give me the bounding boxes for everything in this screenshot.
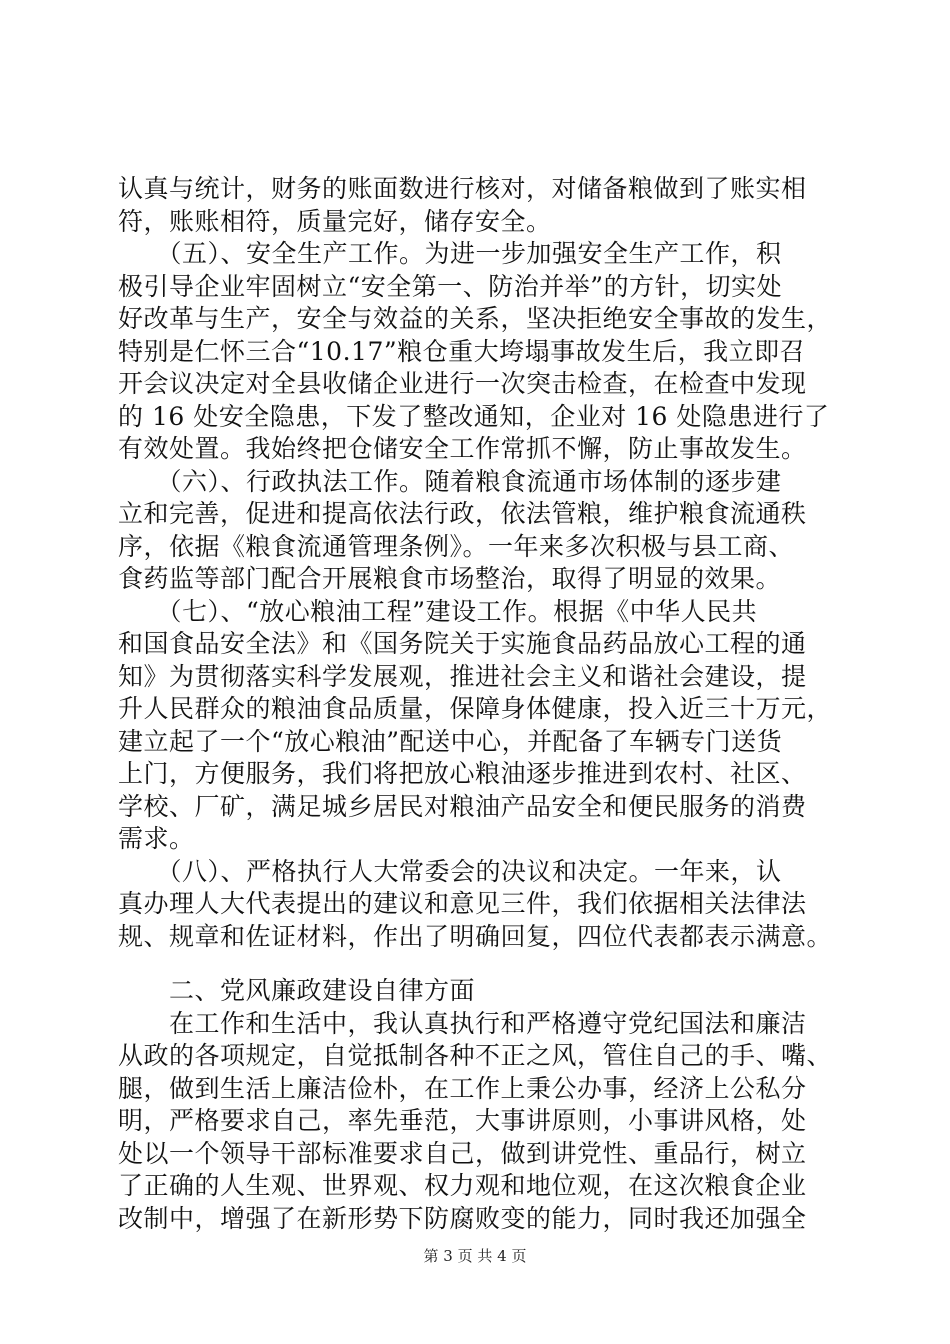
section-spacer <box>118 953 838 975</box>
text-line: 开会议决定对全县收储企业进行一次突击检查，在检查中发现 <box>118 369 807 398</box>
text-line: （八）、严格执行人大常委会的决议和决定。一年来，认 <box>118 856 782 886</box>
text-line: 真办理人大代表提出的建议和意见三件，我们依据相关法律法 <box>118 889 807 918</box>
text-line: 上门，方便服务，我们将把放心粮油逐步推进到农村、社区、 <box>118 759 807 788</box>
text-line: 序，依据《粮食流通管理条例》。一年来多次积极与县工商、 <box>118 531 795 561</box>
text-line: 升人民群众的粮油食品质量，保障身体健康，投入近三十万元， <box>118 694 833 723</box>
text-line: 了正确的人生观、世界观、权力观和地位观，在这次粮食企业 <box>118 1171 807 1200</box>
text-line: 处以一个领导干部标准要求自己，做到讲党性、重品行，树立 <box>118 1138 807 1168</box>
text-line: 认真与统计，财务的账面数进行核对，对储备粮做到了账实相 <box>118 174 807 203</box>
text-line: 从政的各项规定，自觉抵制各种不正之风，管住自己的手、嘴、 <box>118 1041 833 1070</box>
section-heading: 二、党风廉政建设自律方面 <box>118 976 476 1005</box>
page-footer: 第 3 页 共 4 页 <box>423 1247 527 1265</box>
text-line: 食药监等部门配合开展粮食市场整治，取得了明显的效果。 <box>118 564 782 593</box>
text-line: 和国食品安全法》和《国务院关于实施食品药品放心工程的通 <box>118 629 807 658</box>
text-line: 的 16 处安全隐患，下发了整改通知，企业对 16 处隐患进行了 <box>118 401 830 431</box>
text-line: 需求。 <box>118 824 195 853</box>
text-line: 好改革与生产，安全与效益的关系，坚决拒绝安全事故的发生， <box>118 304 833 333</box>
text-line: 极引导企业牢固树立“安全第一、防治并举”的方针，切实处 <box>118 271 783 301</box>
text-line: 规、规章和佐证材料，作出了明确回复，四位代表都表示满意。 <box>118 921 833 951</box>
text-line: 改制中，增强了在新形势下防腐败变的能力，同时我还加强全 <box>118 1203 807 1233</box>
text-line: 有效处置。我始终把仓储安全工作常抓不懈，防止事故发生。 <box>118 434 807 463</box>
text-line: 在工作和生活中，我认真执行和严格遵守党纪国法和廉洁 <box>118 1008 807 1038</box>
text-line: 知》为贯彻落实科学发展观，推进社会主义和谐社会建设，提 <box>118 661 807 691</box>
text-line: 学校、厂矿，满足城乡居民对粮油产品安全和便民服务的消费 <box>118 791 807 821</box>
text-line: 明，严格要求自己，率先垂范，大事讲原则，小事讲风格，处 <box>118 1106 807 1135</box>
document-body <box>118 173 838 1235</box>
text-line: 腿，做到生活上廉洁俭朴，在工作上秉公办事，经济上公私分 <box>118 1073 807 1103</box>
text-line: 符，账账相符，质量完好，储存安全。 <box>118 206 552 236</box>
text-line: （七）、“放心粮油工程”建设工作。根据《中华人民共 <box>118 596 758 626</box>
text-line: （六）、行政执法工作。随着粮食流通市场体制的逐步建 <box>118 466 782 496</box>
text-line: 特别是仁怀三合“10.17”粮仓重大垮塌事故发生后，我立即召 <box>118 336 806 366</box>
text-line: 立和完善，促进和提高依法行政，依法管粮，维护粮食流通秩 <box>118 499 807 528</box>
text-line: 建立起了一个“放心粮油”配送中心，并配备了车辆专门送货 <box>118 726 783 756</box>
text-line: （五）、安全生产工作。为进一步加强安全生产工作，积 <box>118 239 782 268</box>
